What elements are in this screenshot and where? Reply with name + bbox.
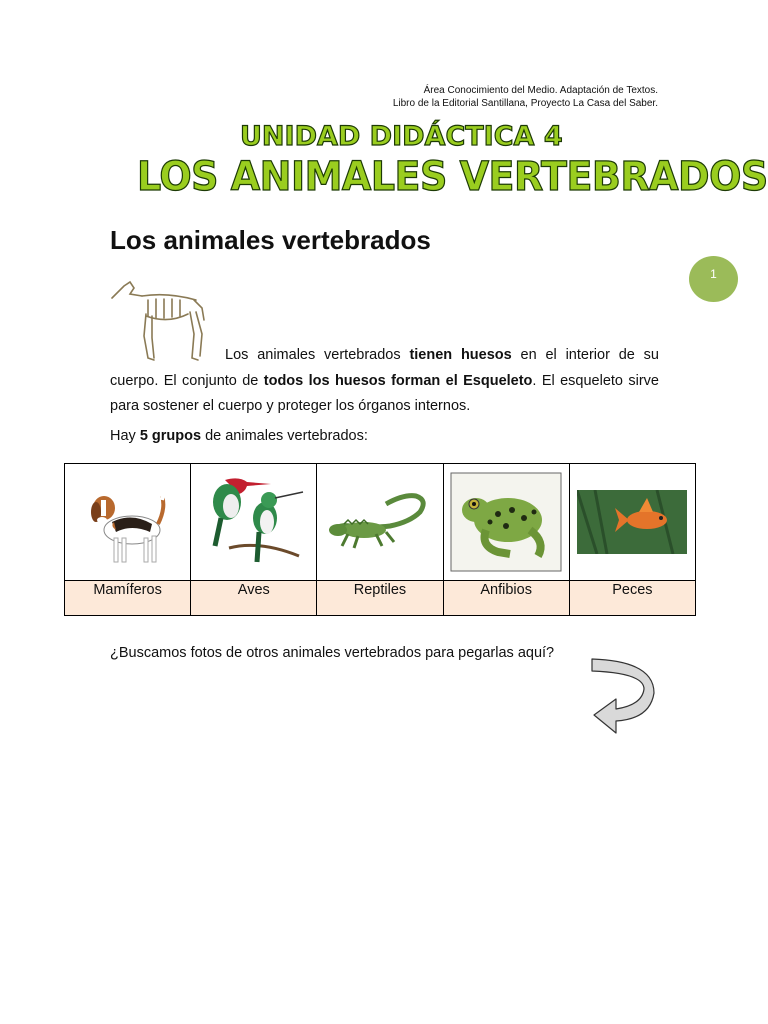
- unit-title: UNIDAD DIDÁCTICA 4: [240, 121, 563, 152]
- section-heading: Los animales vertebrados: [110, 225, 431, 255]
- credit-line-1: Área Conocimiento del Medio. Adaptación de Textos.: [423, 85, 658, 96]
- curved-arrow-icon: [588, 655, 660, 737]
- group-image-cell: [191, 464, 317, 581]
- credits: [258, 84, 658, 110]
- group-label-anfibios: Anfibios: [443, 581, 569, 616]
- group-image-cell: [443, 464, 569, 581]
- page-number: 1: [710, 267, 717, 281]
- vertebrate-groups-table: [64, 463, 696, 616]
- group-label-reptiles: Reptiles: [317, 581, 443, 616]
- group-label-aves: Aves: [191, 581, 317, 616]
- frog-image: [450, 472, 562, 572]
- fish-image: [577, 490, 687, 554]
- group-label-mamiferos: Mamíferos: [65, 581, 191, 616]
- group-label-peces: Peces: [569, 581, 695, 616]
- group-image-cell: [65, 464, 191, 581]
- intro-paragraph: Los animales vertebrados tienen huesos en el interior de su cuerpo. El conjunto de todos los huesos forman el Esqueleto. El esqueleto sirve para sostener el cuerpo y proteger los órganos internos.: [110, 347, 659, 414]
- group-image-cell: [317, 464, 443, 581]
- group-image-cell: [569, 464, 695, 581]
- question-text: ¿Buscamos fotos de otros animales vertebrados para pegarlas aquí?: [110, 645, 555, 661]
- groups-intro: Hay 5 grupos de animales vertebrados:: [110, 428, 368, 444]
- iguana-image: [324, 482, 436, 562]
- topic-title: LOS ANIMALES VERTEBRADOS: [137, 153, 768, 200]
- page-number-badge: [689, 256, 738, 302]
- credit-line-2: Libro de la Editorial Santillana, Proyecto La Casa del Saber.: [392, 98, 658, 109]
- hummingbirds-image: [199, 470, 309, 574]
- dog-image: [80, 472, 176, 572]
